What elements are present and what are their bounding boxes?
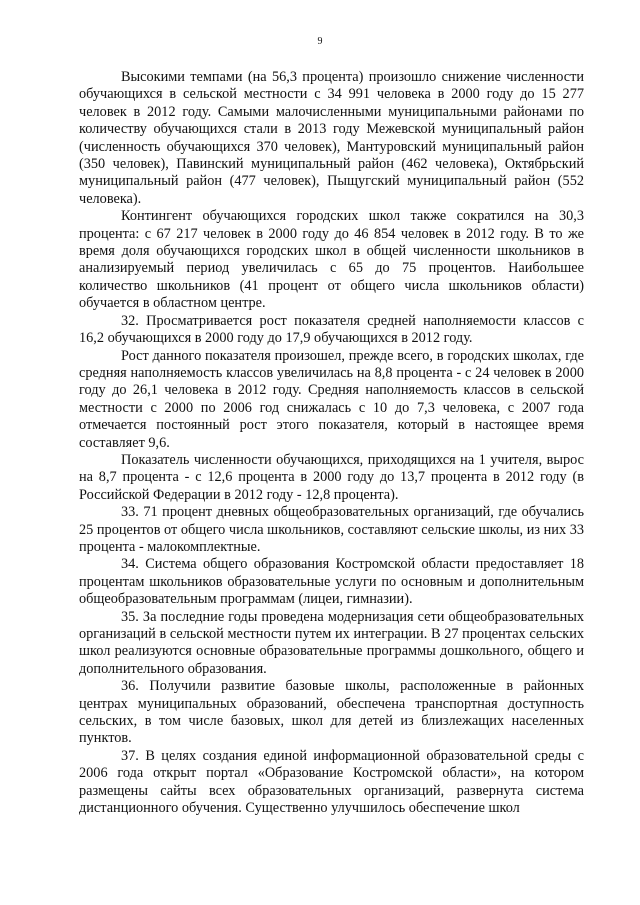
document-body xyxy=(79,69,584,817)
paragraph-item-34: 34. Система общего образования Костромской области предоставляет 18 процентам школьников образовательные услуги по основным и дополнительным общеобразовательным программам (лицеи, гимназии). xyxy=(79,556,584,608)
paragraph-class-size-growth: Рост данного показателя произошел, прежде всего, в городских школах, где средняя наполняемость классов увеличилась на 8,8 процента - с 24 человек в 2000 году до 26,1 человека в 2012 году. Средняя наполняемость классов в сельской местности с 2000 по 2006 год снижалась с 10 до 7,3 человека, с 2007 года отмечается постоянный рост этого показателя, который в настоящее время составляет 9,6. xyxy=(79,347,584,451)
paragraph-item-33: 33. 71 процент дневных общеобразовательных организаций, где обучались 25 процентов от общего числа школьников, составляют сельские школы, из них 33 процента - малокомплектные. xyxy=(79,504,584,555)
paragraph-item-36: 36. Получили развитие базовые школы, расположенные в районных центрах муниципальных образований, обеспечена транспортная доступность сельских, в том числе базовых, школ для детей из близлежащих населенных пунктов. xyxy=(79,678,584,747)
paragraph-item-35: 35. За последние годы проведена модернизация сети общеобразовательных организаций в сельской местности путем их интеграции. В 27 процентах сельских школ реализуются основные образовательные программы дошкольного, общего и дополнительного образования. xyxy=(79,608,584,677)
paragraph-rural-enrollment: Высокими темпами (на 56,3 процента) произошло снижение численности обучающихся в сельской местности с 34 991 человека в 2000 году до 15 277 человек в 2012 году. Самыми малочисленными муниципальными районами по количеству обучающихся стали в 2013 году Межевской муниципальный район (численность обучающихся 370 человек), Мантуровский муниципальный район (350 человек), Павинский муниципальный район (462 человека), Октябрьский муниципальный район (477 человек), Пыщугский муниципальный район (552 человека). xyxy=(79,69,584,207)
paragraph-urban-enrollment: Контингент обучающихся городских школ также сократился на 30,3 процента: с 67 217 человек в 2000 году до 46 854 человек в 2012 году. В то же время доля обучающихся городских школ в общей численности школьников в анализируемый период увеличилась с 65 до 75 процентов. Наибольшее количество школьников (41 процент от общего числа школьников области) обучается в областном центре. xyxy=(79,208,584,312)
paragraph-students-per-teacher: Показатель численности обучающихся, приходящихся на 1 учителя, вырос на 8,7 процента - с 12,6 процента в 2000 году до 13,7 процента в 2012 году (в Российской Федерации в 2012 году - 12,8 процента). xyxy=(79,451,584,503)
page-number: 9 xyxy=(317,36,323,47)
paragraph-item-32: 32. Просматривается рост показателя средней наполняемости классов с 16,2 обучающихся в 2000 году до 17,9 обучающихся в 2012 году. xyxy=(79,312,584,347)
paragraph-item-37: 37. В целях создания единой информационной образовательной среды с 2006 года открыт портал «Образование Костромской области», на котором размещены сайты всех образовательных организаций, развернута система дистанционного обучения. Существенно улучшилось обеспечение школ xyxy=(79,747,584,817)
